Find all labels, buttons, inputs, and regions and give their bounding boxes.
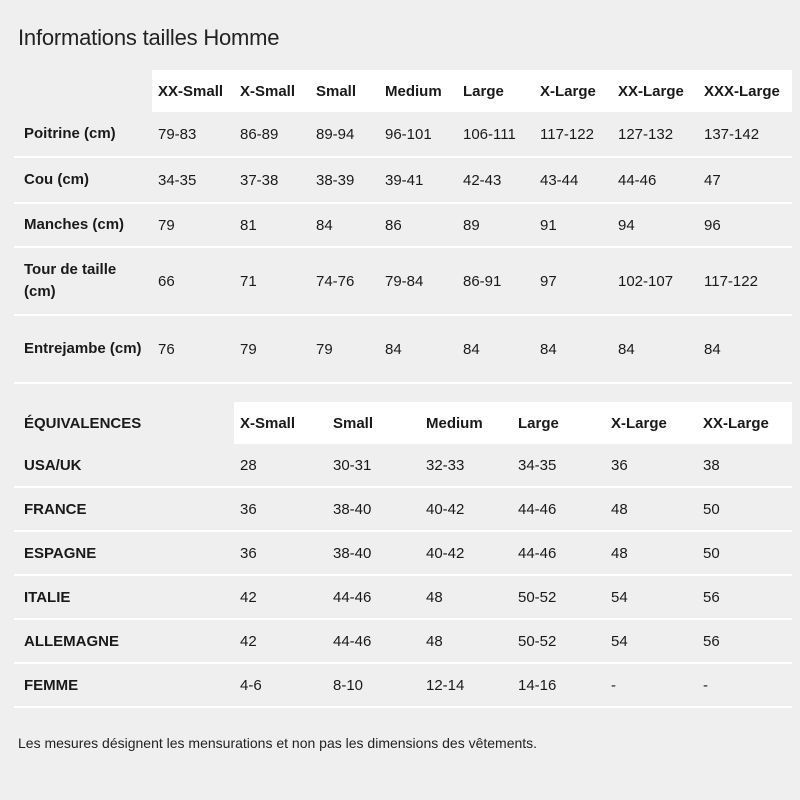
table-cell: 50-52 — [512, 619, 605, 663]
table-cell: 40-42 — [420, 531, 512, 575]
table-cell: 38-40 — [327, 487, 420, 531]
table-cell: 36 — [605, 444, 697, 487]
table-cell: 127-132 — [612, 112, 698, 157]
table-cell: 84 — [379, 315, 457, 383]
table-cell: 38 — [697, 444, 792, 487]
table-cell: 76 — [152, 315, 234, 383]
table-cell: 71 — [234, 247, 310, 315]
table-cell: 42 — [234, 619, 327, 663]
size-header-corner — [14, 70, 152, 112]
size-header-cell: XX-Large — [612, 70, 698, 112]
table-cell: 44-46 — [327, 575, 420, 619]
table-cell: 44-46 — [612, 157, 698, 203]
table-cell: 50 — [697, 531, 792, 575]
table-cell: 84 — [612, 315, 698, 383]
size-header-cell: XXX-Large — [698, 70, 792, 112]
size-header-cell: XX-Small — [152, 70, 234, 112]
table-cell: 44-46 — [512, 487, 605, 531]
table-cell: 106-111 — [457, 112, 534, 157]
table-cell: 36 — [234, 531, 327, 575]
table-cell: 89-94 — [310, 112, 379, 157]
table-row — [14, 575, 792, 619]
table-cell: 102-107 — [612, 247, 698, 315]
table-cell: 42-43 — [457, 157, 534, 203]
table-cell: 96-101 — [379, 112, 457, 157]
row-label: USA/UK — [14, 444, 234, 487]
row-label: Tour de taille (cm) — [14, 247, 152, 315]
table-cell: 38-39 — [310, 157, 379, 203]
equiv-header-cell: X-Small — [234, 402, 327, 444]
table-cell: 47 — [698, 157, 792, 203]
table-cell: 12-14 — [420, 663, 512, 707]
table-cell: 43-44 — [534, 157, 612, 203]
table-cell: 38-40 — [327, 531, 420, 575]
size-table — [14, 70, 792, 384]
table-cell: 34-35 — [512, 444, 605, 487]
table-cell: - — [605, 663, 697, 707]
table-cell: 79-83 — [152, 112, 234, 157]
footnote: Les mesures désignent les mensurations et non pas les dimensions des vêtements. — [18, 735, 538, 751]
table-cell: 79 — [234, 315, 310, 383]
row-label: FRANCE — [14, 487, 234, 531]
table-cell: 44-46 — [327, 619, 420, 663]
row-label: Manches (cm) — [14, 203, 152, 247]
table-cell: 37-38 — [234, 157, 310, 203]
table-cell: 14-16 — [512, 663, 605, 707]
table-cell: 8-10 — [327, 663, 420, 707]
table-cell: 79 — [310, 315, 379, 383]
row-label: ITALIE — [14, 575, 234, 619]
size-header-row — [14, 70, 792, 112]
table-cell: 48 — [605, 487, 697, 531]
table-row — [14, 619, 792, 663]
table-cell: 84 — [310, 203, 379, 247]
table-cell: 28 — [234, 444, 327, 487]
table-cell: 117-122 — [534, 112, 612, 157]
table-cell: 54 — [605, 619, 697, 663]
row-label: ESPAGNE — [14, 531, 234, 575]
size-header-cell: Small — [310, 70, 379, 112]
table-cell: 4-6 — [234, 663, 327, 707]
table-cell: 56 — [697, 619, 792, 663]
row-label: Cou (cm) — [14, 157, 152, 203]
table-cell: 42 — [234, 575, 327, 619]
table-cell: 44-46 — [512, 531, 605, 575]
table-cell: 48 — [420, 575, 512, 619]
table-cell: 40-42 — [420, 487, 512, 531]
table-row — [14, 247, 792, 315]
page-title: Informations tailles Homme — [18, 25, 280, 50]
equiv-header-cell: Medium — [420, 402, 512, 444]
table-row — [14, 487, 792, 531]
table-row — [14, 663, 792, 707]
table-cell: 84 — [457, 315, 534, 383]
table-cell: 74-76 — [310, 247, 379, 315]
row-label: FEMME — [14, 663, 234, 707]
table-row — [14, 203, 792, 247]
equiv-header-cell: Small — [327, 402, 420, 444]
equiv-header-cell: X-Large — [605, 402, 697, 444]
row-label: Entrejambe (cm) — [14, 315, 152, 383]
table-cell: 39-41 — [379, 157, 457, 203]
table-cell: 36 — [234, 487, 327, 531]
equivalence-table — [14, 402, 792, 708]
table-cell: 96 — [698, 203, 792, 247]
table-cell: 34-35 — [152, 157, 234, 203]
table-cell: 86-89 — [234, 112, 310, 157]
size-header-cell: X-Large — [534, 70, 612, 112]
table-cell: 48 — [420, 619, 512, 663]
table-cell: 84 — [534, 315, 612, 383]
size-header-cell: Large — [457, 70, 534, 112]
table-cell: 79 — [152, 203, 234, 247]
table-cell: 56 — [697, 575, 792, 619]
table-cell: 89 — [457, 203, 534, 247]
row-label: ALLEMAGNE — [14, 619, 234, 663]
row-label: Poitrine (cm) — [14, 112, 152, 157]
table-cell: 81 — [234, 203, 310, 247]
equiv-header-cell: XX-Large — [697, 402, 792, 444]
equiv-title: ÉQUIVALENCES — [24, 414, 142, 432]
table-cell: 97 — [534, 247, 612, 315]
table-row — [14, 444, 792, 487]
table-row — [14, 112, 792, 157]
table-cell: 86 — [379, 203, 457, 247]
table-cell: 86-91 — [457, 247, 534, 315]
table-cell: 66 — [152, 247, 234, 315]
table-cell: 32-33 — [420, 444, 512, 487]
size-header-cell: X-Small — [234, 70, 310, 112]
table-cell: 48 — [605, 531, 697, 575]
table-cell: 94 — [612, 203, 698, 247]
table-cell: 54 — [605, 575, 697, 619]
table-cell: 79-84 — [379, 247, 457, 315]
size-header-cell: Medium — [379, 70, 457, 112]
equiv-header-row — [14, 402, 792, 444]
table-cell: 50-52 — [512, 575, 605, 619]
table-cell: - — [697, 663, 792, 707]
table-row — [14, 157, 792, 203]
equiv-header-cell: Large — [512, 402, 605, 444]
table-cell: 91 — [534, 203, 612, 247]
table-cell: 30-31 — [327, 444, 420, 487]
table-cell: 50 — [697, 487, 792, 531]
table-cell: 84 — [698, 315, 792, 383]
table-row — [14, 531, 792, 575]
table-cell: 117-122 — [698, 247, 792, 315]
table-cell: 137-142 — [698, 112, 792, 157]
table-row — [14, 315, 792, 383]
